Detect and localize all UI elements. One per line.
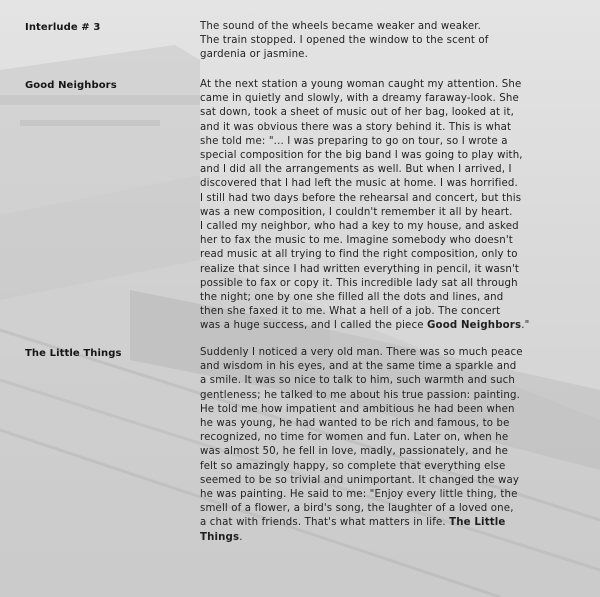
text-line: was almost 50, he fell in love, madly, passionately, and he xyxy=(200,446,509,458)
text-line: I still had two days before the rehearsal and concert, but this xyxy=(200,192,522,204)
text-line: and wisdom in his eyes, and at the same time a sparkle and xyxy=(200,361,517,373)
text-line: and it was obvious there was a story behind it. This is what xyxy=(200,121,512,133)
text-line: felt so amazingly happy, so complete that everything else xyxy=(200,460,506,472)
text-line: smell of a flower, a bird's song, the laughter of a loved one, xyxy=(200,503,514,515)
piece-title: Good Neighbors xyxy=(427,320,522,332)
text-line xyxy=(200,531,568,545)
text-line: then she faxed it to me. What a hell of a job. The concert xyxy=(200,306,501,318)
text-line: a smile. It was so nice to talk to him, such warmth and such xyxy=(200,375,515,387)
text-line: the night; one by one she filled all the dots and lines, and xyxy=(200,292,504,304)
text-line: her to fax the music to me. Imagine somebody who doesn't xyxy=(200,235,513,247)
text-line: he was young, he had wanted to be rich and famous, to be xyxy=(200,418,510,430)
piece-title: Things xyxy=(200,531,240,543)
text-line: he was painting. He said to me: "Enjoy every little thing, the xyxy=(200,489,518,501)
text-line: was a new composition, I couldn't remember it all by heart. xyxy=(200,206,513,218)
section-heading: The Little Things xyxy=(25,348,122,359)
text-line: came in quietly and slowly, with a dreamy faraway-look. She xyxy=(200,93,519,105)
text-fragment: a chat with friends. That's what matters in life. xyxy=(200,517,450,529)
text-line: The train stopped. I opened the window to the scent of xyxy=(200,35,489,47)
text-line: seemed to be so trivial and unimportant. It changed the way xyxy=(200,474,520,486)
text-line xyxy=(200,516,568,530)
text-line: gentleness; he talked to me about his true passion: painting. xyxy=(200,389,520,401)
text-fragment: was a huge success, and I called the piece xyxy=(200,320,428,332)
text-line: recognized, no time for women and fun. Later on, when he xyxy=(200,432,509,444)
text-line: possible to fax or copy it. This incredible lady sat all through xyxy=(200,277,518,289)
text-line xyxy=(200,319,568,333)
text-fragment: ." xyxy=(521,320,530,332)
text-line: At the next station a young woman caught my attention. She xyxy=(200,79,522,90)
text-line: realize that since I had written everything in pencil, it wasn't xyxy=(200,263,520,275)
text-line: I called my neighbor, who had a key to my house, and asked xyxy=(200,221,519,233)
text-line: sat down, took a sheet of music out of her bag, looked at it, xyxy=(200,107,515,119)
text-line: special composition for the big band I was going to play with, xyxy=(200,150,523,162)
piece-title: The Little xyxy=(449,517,506,529)
text-line: The sound of the wheels became weaker and weaker. xyxy=(200,21,482,32)
text-line: He told me how impatient and ambitious he had been when xyxy=(200,403,515,415)
section-heading: Good Neighbors xyxy=(25,80,117,91)
section-heading: Interlude # 3 xyxy=(25,22,101,33)
text-line: she told me: "... I was preparing to go on tour, so I wrote a xyxy=(200,135,508,147)
text-line: gardenia or jasmine. xyxy=(200,49,308,61)
section-body xyxy=(200,346,568,545)
section-body xyxy=(200,20,568,63)
text-line: and I did all the arrangements as well. But when I arrived, I xyxy=(200,164,512,176)
section-body xyxy=(200,78,568,334)
text-line: Suddenly I noticed a very old man. There was so much peace xyxy=(200,347,523,358)
text-line: discovered that I had left the music at home. I was horrified. xyxy=(200,178,518,190)
text-line: read music at all trying to find the right composition, only to xyxy=(200,249,518,261)
text-fragment: . xyxy=(239,531,243,543)
